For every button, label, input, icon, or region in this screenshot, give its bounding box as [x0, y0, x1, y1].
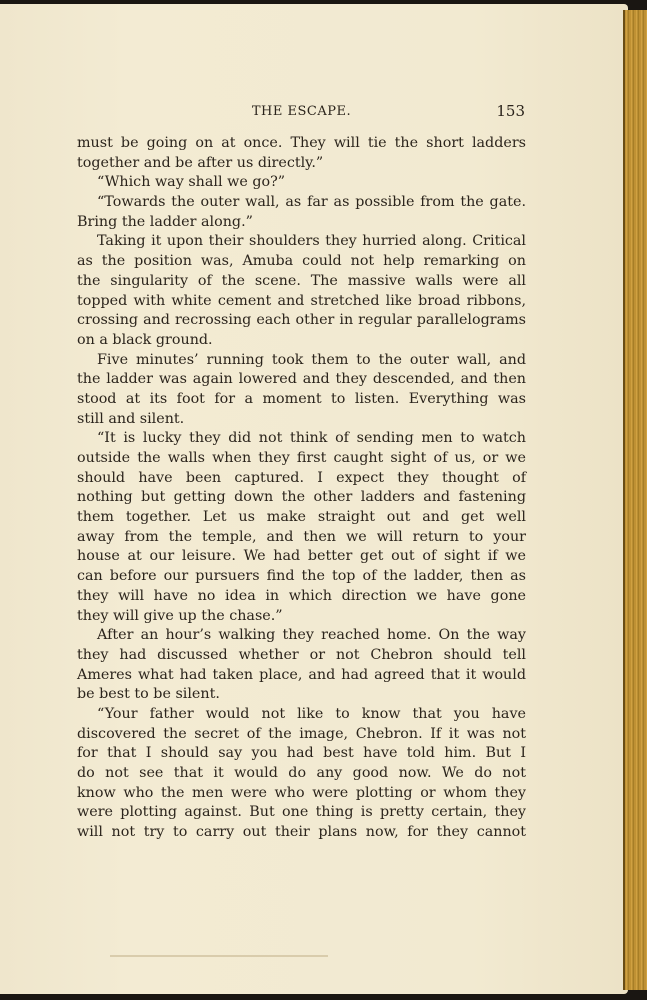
- text-line: were plotting against. But one thing is pretty certain, they: [77, 804, 526, 821]
- text-line: will not try to carry out their plans now, for they cannot: [77, 824, 526, 841]
- text-line: outside the walls when they first caught sight of us, or we: [77, 450, 526, 466]
- text-line: as the position was, Amuba could not help remarking on: [77, 253, 526, 270]
- text-line: still and silent.: [77, 410, 185, 427]
- book-page: [0, 4, 628, 994]
- text-line: house at our leisure. We had better get out of sight if we: [77, 548, 526, 565]
- text-line: “It is lucky they did not think of sending men to watch: [97, 430, 526, 447]
- text-line: the ladder was again lowered and they descended, and then: [77, 371, 526, 388]
- text-line: do not see that it would do any good now. We do not: [77, 765, 526, 781]
- text-line: the singularity of the scene. The massive walls were all: [77, 272, 526, 289]
- text-line: “Which way shall we go?”: [97, 174, 286, 191]
- text-line: for that I should say you had best have told him. But I: [77, 745, 526, 762]
- text-line: Taking it upon their shoulders they hurried along. Critical: [97, 233, 526, 250]
- text-line: away from the temple, and then we will return to your: [77, 528, 526, 545]
- text-line: they had discussed whether or not Chebron should tell: [77, 646, 526, 663]
- text-line: Ameres what had taken place, and had agreed that it would: [77, 666, 526, 683]
- text-line: Five minutes’ running took them to the outer wall, and: [97, 351, 526, 368]
- page-header: [78, 102, 525, 122]
- text-line: After an hour’s walking they reached home. On the way: [97, 627, 526, 644]
- page-number: 153: [496, 102, 525, 120]
- text-line: discovered the secret of the image, Chebron. If it was not: [77, 725, 526, 742]
- text-line: should have been captured. I expect they thought of: [77, 469, 526, 486]
- body-text: [77, 134, 526, 843]
- text-line: can before our pursuers find the top of the ladder, then as: [77, 568, 526, 585]
- gilt-page-edge: [623, 10, 647, 990]
- text-line: know who the men were who were plotting or whom they: [77, 784, 526, 801]
- text-line: together and be after us directly.”: [77, 154, 324, 171]
- text-line: “Towards the outer wall, as far as possible from the gate.: [97, 194, 526, 211]
- faint-rule-divider: [110, 955, 328, 957]
- text-line: be best to be silent.: [77, 686, 220, 703]
- text-line: crossing and recrossing each other in regular parallelograms: [77, 312, 526, 329]
- text-line: they will give up the chase.”: [77, 607, 283, 624]
- text-line: they will have no idea in which direction we have gone: [77, 587, 526, 604]
- text-line: must be going on at once. They will tie the short ladders: [77, 135, 526, 151]
- text-line: Bring the ladder along.”: [77, 213, 253, 230]
- running-head: THE ESCAPE.: [251, 104, 352, 119]
- text-line: on a black ground.: [77, 331, 213, 348]
- text-line: nothing but getting down the other ladders and fastening: [77, 489, 526, 506]
- text-line: “Your father would not like to know that you have: [97, 705, 526, 722]
- text-line: them together. Let us make straight out and get well: [77, 509, 526, 526]
- text-line: stood at its foot for a moment to listen. Everything was: [77, 390, 526, 407]
- text-line: topped with white cement and stretched like broad ribbons,: [77, 292, 526, 309]
